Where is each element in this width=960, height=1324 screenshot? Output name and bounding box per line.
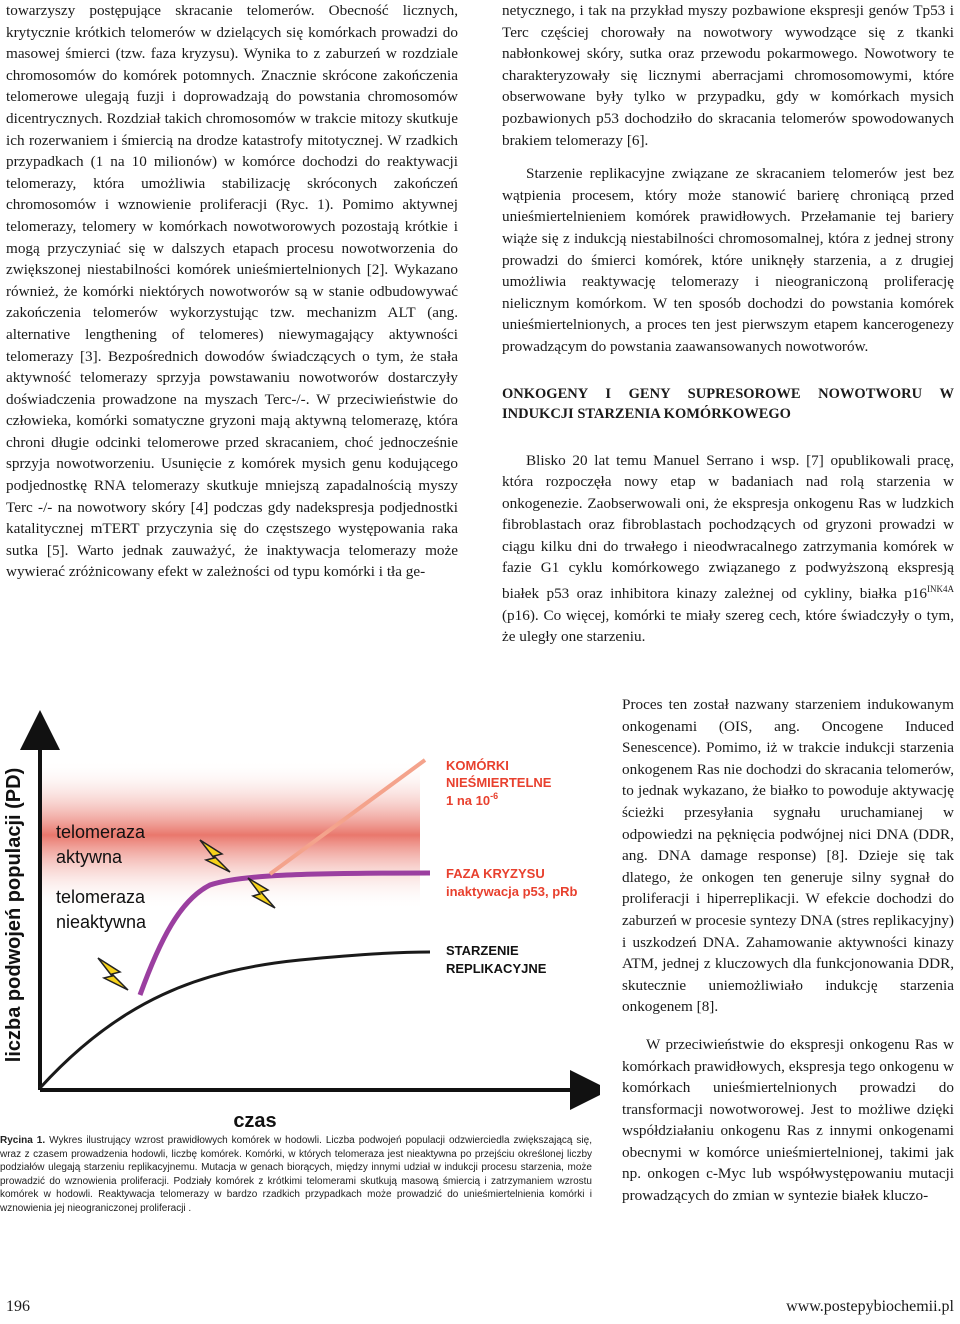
paragraph-text: (p16). Co więcej, komórki te miały szereg cech, które świadczyły o tym, że uległy one starzeniu.	[502, 606, 954, 646]
right-narrow-column	[622, 694, 954, 1207]
body-paragraph	[502, 450, 954, 648]
immortal-exponent: -6	[490, 791, 499, 801]
senescence-curve	[40, 952, 430, 1088]
lightning-icon	[98, 958, 128, 990]
immortal-label-line2: NIEŚMIERTELNE	[446, 775, 552, 790]
body-paragraph: W przeciwieństwie do ekspresji onkogenu Ras w komórkach prawidłowych, ekspresja tego onkogenu w komórkach unieśmiertelnionych prowadzi do transformacji nowotworowej. Jest to możliwe dzięki współdziałaniu onkogenu Ras z innymi onkogenami obecnymi w komórce unieśmiertelnionej, takimi jak np. onkogen c-Myc lub współwystępowaniu mutacji prowadzących do zmian w syntezie białek kluczo-	[622, 1035, 954, 1205]
label-inactive-line2: nieaktywna	[56, 912, 147, 932]
figure-graph	[0, 690, 600, 1130]
page-number: 196	[6, 1298, 30, 1315]
figure-1	[0, 690, 600, 1130]
figure-caption	[0, 1134, 592, 1216]
body-paragraph: netycznego, i tak na przykład myszy pozbawione ekspresji genów Tp53 i Terc częściej chorowały na nowotwory wywodzące się z tkanki nabłonkowej skóry, sutka oraz przewodu pokarmowego. Nowotwory te charakteryzowały się licznymi aberracjami chromosomowymi, które obserwowane były tylko w przypadku, gdy w komórkach mysich pozbawionych p53 dochodziło do skracania telomerów spowodowanych brakiem telomerazy [6].	[502, 2, 954, 149]
superscript: INK4A	[927, 584, 954, 595]
x-axis-label: czas	[233, 1110, 277, 1130]
label-active-line1: telomeraza	[56, 822, 146, 842]
caption-text: Wykres ilustrujący wzrost prawidłowych komórek w hodowli. Liczba podwojeń populacji odzwierciedla zwiększającą się, wraz z czasem prowadzenia hodowli, liczbę komórek. Komórki, w których telomeraza jest nieaktywna po przejściu określonej liczby podziałów ulegają starzeniu replikacyjnemu. Mutacja w genach biorących, między innymi udział w indukcji procesu starzenia, może prowadzić do wznowienia proliferacji. Podziały komórek z krótkimi telomerami skutkują masową śmiercią i zatrzymaniem wzrostu komórek w hodowli. Reaktywacja telomerazy w bardzo rzadkich przypadkach może prowadzić do unieśmiertelnienia komórki i wznowienia jej nieograniczonej proliferacji .	[0, 1135, 592, 1214]
label-active-line2: aktywna	[56, 847, 123, 867]
caption-lead: Rycina 1.	[0, 1135, 46, 1146]
body-paragraph: Starzenie replikacyjne związane ze skracaniem telomerów jest bez wątpienia procesem, który może stanowić barierę chroniącą przed unieśmiertelnieniem komórek prawidłowych. Przełamanie tej bariery wiąże się z indukcją niestabilności chromosomalnej, która z jednej strony prowadzi do śmierci komórek, które uniknęły starzenia, a z drugiej umożliwia reaktywację telomerazy i nieograniczoną proliferację nielicznym komórkom. W ten sposób dochodzi do powstania komórek unieśmiertelnionych, a proces ten jest pierwszym etapem kancerogenezy prowadzącym do powstania zaawansowanych nowotworów.	[502, 165, 954, 355]
left-column	[6, 0, 458, 583]
y-axis-label: liczba podwojeń populacji (PD)	[3, 767, 25, 1063]
senescence-label-line1: STARZENIE	[446, 943, 519, 958]
body-paragraph: Proces ten został nazwany starzeniem indukowanym onkogenami (OIS, ang. Oncogene Induced Senescence). Pomimo, iż w trakcie indukcji starzenia onkogenem Ras nie dochodzi do skracania telomerów, to jednak wykazano, że białko to powoduje aktywację ścieżki przesyłania sygnału uruchamianej w odpowiedzi na pęknięcia podwójnej nici DNA (DDR, ang. DNA damage response) [8]. Dzieje się tak dlatego, że onkogen ten generuje silny sygnał do proliferacji i hiperreplikacji. W efekcie dochodzi do zaburzeń w procesie syntezy DNA (stres replikacyjny) i uszkodzeń DNA. Zahamowanie aktywności kinazy ATM, jednej z kluczowych dla funkcjonowania DDR, skutecznie uniemożliwiało indukcję starzenia onkogenem [8].	[622, 696, 954, 1016]
label-inactive-line1: telomeraza	[56, 887, 146, 907]
immortal-label-line3	[446, 791, 498, 808]
paragraph-text: Blisko 20 lat temu Manuel Serrano i wsp. [7] opublikowali pracę, która rozpoczęła nowy etap w badaniach nad rolą starzenia w onkogenezie. Zaobserwowali oni, że ekspresja onkogenu Ras w ludzkich fibroblastach oraz fibroblastach pochodzących od gryzoni prowadzi w ciągu kilku dni do trwałego i nieodwracalnego zatrzymania komórek w fazie G1 cyklu komórkowego związanego z podwyższoną ekspresją białek p53 oraz inhibitora kinazy zależnej od cykliny, białka p16	[502, 451, 954, 603]
senescence-label-line2: REPLIKACYJNE	[446, 961, 547, 976]
crisis-label-line2: inaktywacja p53, pRb	[446, 884, 578, 899]
immortal-ratio: 1 na 10	[446, 793, 491, 808]
immortal-label-line1: KOMÓRKI	[446, 758, 509, 773]
right-column	[502, 0, 954, 648]
body-paragraph: towarzyszy postępujące skracanie telomerów. Obecność licznych, krytycznie krótkich telomerów w dzielących się komórkach prowadzi do masowej śmierci (tzw. faza kryzysu). Wynika to z zaburzeń w rozdziale chromosomów do komórek potomnych. Znacznie skrócone zakończenia telomerowe ulegają fuzji i doprowadzają do powstania chromosomów dicentrycznych. Rozdział takich chromosomów w trakcie mitozy skutkuje ich rozerwaniem i śmiercią na drodze katastrofy mitotycznej. W rzadkich przypadkach (1 na 10 milionów) w komórce dochodzi do reaktywacji telomerazy, która umożliwia stabilizację skróconych zakończeń chromosomów i wznowienie proliferacji (Ryc. 1). Pomimo aktywnej telomerazy, telomery w komórkach nowotworowych pozostają krótkie i mogą przyczyniać się w dalszych etapach procesu nowotworzenia do zwiększonej niestabilności komórek unieśmiertelnionych [2]. Wykazano również, że komórki niektórych nowotworów są w stanie odbudowywać zakończenia telomerów wykorzystując tzw. mechanizm ALT (ang. alternative lengthening of telomeres) niewymagający aktywności telomerazy [3]. Bezpośrednich dowodów świadczących o tym, że stała aktywność telomerazy sprzyja powstawaniu nowotworów dostarczyły doświadczenia prowadzone na myszach Terc-/-. W przeciwieństwie do człowieka, komórki somatyczne gryzoni mają aktywną telomerazę, która chroni długie odcinki telomerowe przed skracaniem, choć jednocześnie sprzyja nowotworzeniu. Usunięcie z komórek mysich genu kodującego podjednostkę RNA telomerazy skutkuje mniejszą zapadalnością myszy Terc -/- na nowotwory skóry [4] podczas gdy nadekspresja podjednostki katalitycznej mTERT przyczynia się do częstszego występowania raka sutka [5]. Warto jednak zauważyć, że inaktywacja telomerazy może wywierać zróżnicowany efekt w zależności od typu komórki i tła ge-	[6, 2, 458, 581]
crisis-label-line1: FAZA KRYZYSU	[446, 866, 545, 881]
section-heading: ONKOGENY I GENY SUPRESOROWE NOWOTWORU W INDUKCJI STARZENIA KOMÓRKOWEGO	[502, 385, 954, 422]
footer-url: www.postepybiochemii.pl	[786, 1298, 954, 1315]
